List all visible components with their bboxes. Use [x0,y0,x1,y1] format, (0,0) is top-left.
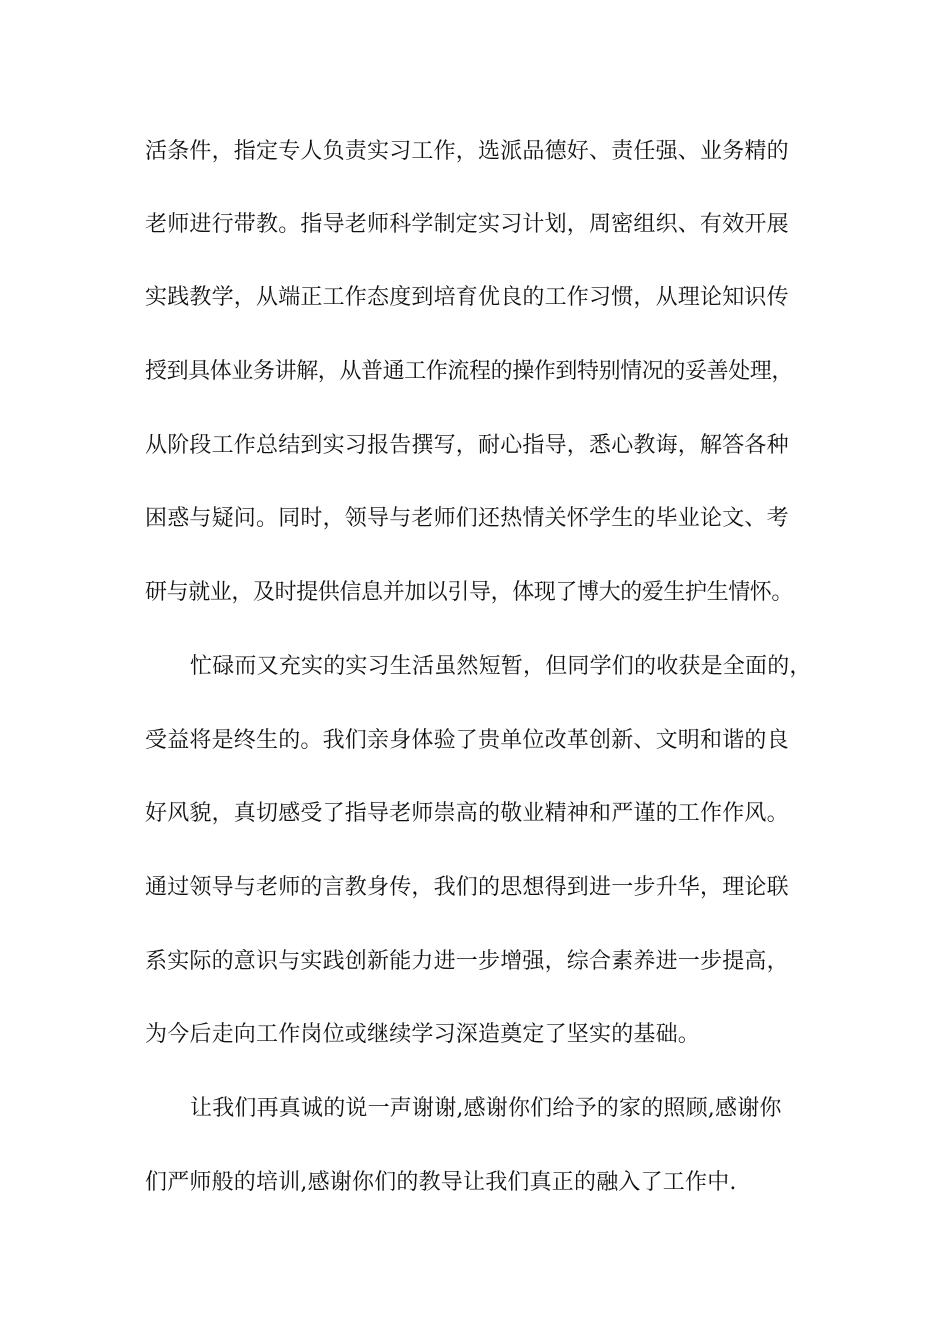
text-line: 授到具体业务讲解，从普通工作流程的操作到特别情况的妥善处理， [145,359,794,384]
text-line: 让我们再真诚的说一声谢谢,感谢你们给予的家的照顾,感谢你 [190,1096,782,1121]
text-line: 通过领导与老师的言教身传，我们的思想得到进一步升华，理论联 [145,875,789,900]
text-line: 研与就业，及时提供信息并加以引导，体现了博大的爱生护生情怀。 [145,580,794,605]
text-line: 从阶段工作总结到实习报告撰写，耐心指导，悉心教诲，解答各种 [145,433,789,458]
text-line: 们严师般的培训,感谢你们的教导让我们真正的融入了工作中. [145,1170,737,1195]
text-line: 困惑与疑问。同时，领导与老师们还热情关怀学生的毕业论文、考 [145,506,789,531]
text-line: 忙碌而又充实的实习生活虽然短暂，但同学们的收获是全面的， [190,654,812,679]
text-line: 实践教学，从端正工作态度到培育优良的工作习惯，从理论知识传 [145,285,789,310]
text-line: 受益将是终生的。我们亲身体验了贵单位改革创新、文明和谐的良 [145,728,789,753]
text-line: 活条件，指定专人负责实习工作，选派品德好、责任强、业务精的 [145,139,789,164]
text-line: 为今后走向工作岗位或继续学习深造奠定了坚实的基础。 [145,1022,701,1047]
text-line: 系实际的意识与实践创新能力进一步增强，综合素养进一步提高， [145,949,789,974]
text-line: 好风貌，真切感受了指导老师崇高的敬业精神和严谨的工作作风。 [145,801,789,826]
text-line: 老师进行带教。指导老师科学制定实习计划，周密组织、有效开展 [145,212,789,237]
